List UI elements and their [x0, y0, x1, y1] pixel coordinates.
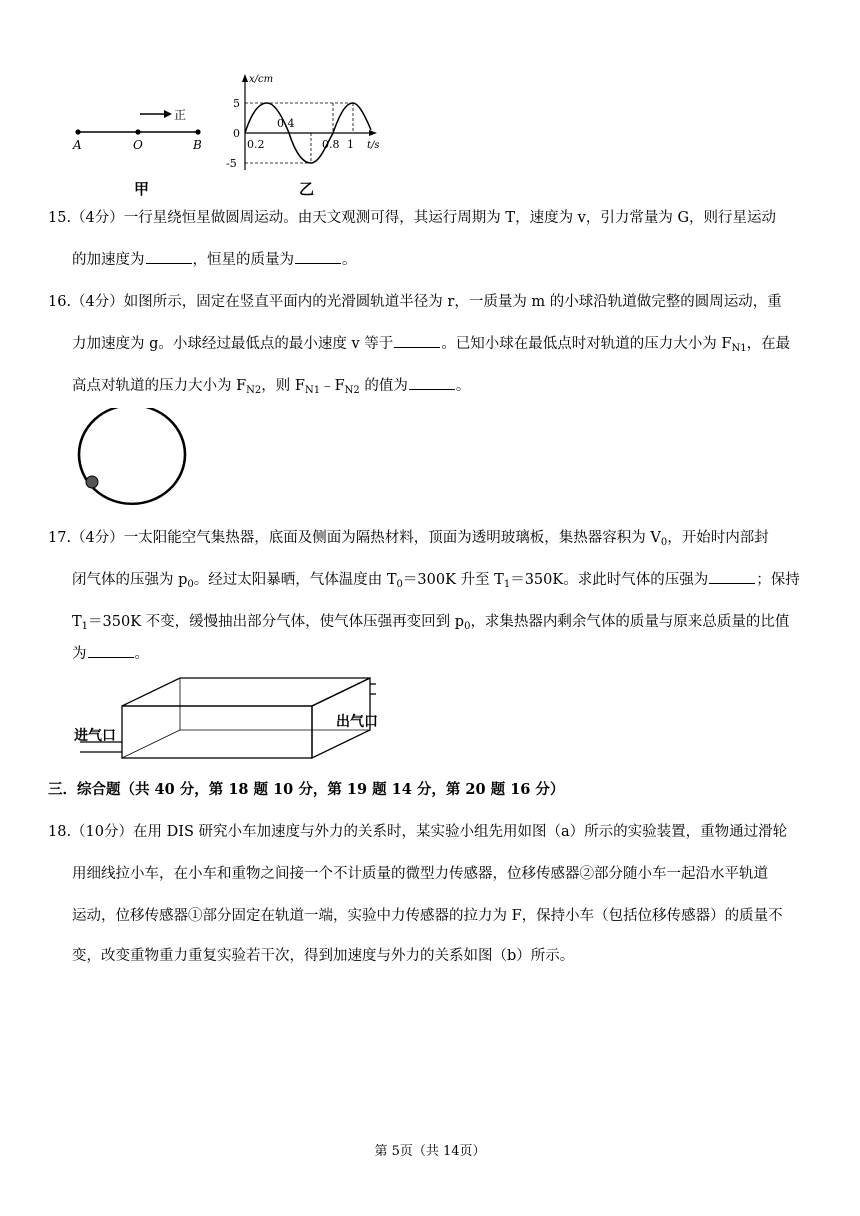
- page-footer: 第 5页（共 14页）: [374, 1144, 486, 1159]
- q17-line2: 闭气体的压强为 $p_0$。经过太阳暴晒，气体温度由 $T_0=300K$ 升至 $T_1=350K$。求此时气体的压强为 ；保持: [72, 572, 800, 590]
- answer-blank[interactable]: [709, 570, 755, 584]
- q18-line3: 运动，位移传感器①部分固定在轨道一端，实验中力传感器的拉力为 F，保持小车（包括位移传感器）的质量不: [72, 908, 783, 924]
- label-a: A: [73, 138, 82, 152]
- y-axis-label: x/cm: [249, 74, 274, 85]
- tick-x-08: 0.8: [322, 138, 340, 151]
- tick-x-04: 0.4: [277, 117, 295, 130]
- caption-jia: 甲: [134, 180, 150, 198]
- q17-line4: 为 。: [72, 646, 149, 662]
- tick-x-1: 1: [347, 138, 354, 151]
- q16-line2: 力加速度为 g。小球经过最低点的最小速度 v 等于 。已知小球在最低点时对轨道的压力大小为 $F_{N1}$，在最: [72, 336, 791, 354]
- q16-line1: 16.（4分）如图所示，固定在竖直平面内的光滑圆轨道半径为 r，一质量为 m 的小球沿轨道做完整的圆周运动，重: [48, 294, 782, 310]
- tick-y-0: 0: [233, 127, 240, 140]
- figure-jia: [60, 70, 230, 200]
- tick-x-02: 0.2: [247, 138, 265, 151]
- figure-yi-graph: [225, 70, 385, 200]
- answer-blank[interactable]: [409, 376, 455, 390]
- label-o: O: [133, 138, 143, 152]
- label-b: B: [193, 138, 202, 152]
- circle-track-figure: [70, 408, 195, 508]
- answer-blank[interactable]: [295, 250, 341, 264]
- q17-line1: 17.（4分）一太阳能空气集热器，底面及侧面为隔热材料，顶面为透明玻璃板，集热器容积为 $V_0$，开始时内部封: [48, 530, 769, 548]
- answer-blank[interactable]: [394, 334, 440, 348]
- answer-blank[interactable]: [146, 250, 192, 264]
- q18-line4: 变，改变重物重力重复实验若干次，得到加速度与外力的关系如图（b）所示。: [72, 948, 575, 964]
- tick-y-neg5: -5: [226, 157, 237, 170]
- answer-blank[interactable]: [88, 644, 134, 658]
- q15-line2: 的加速度为 ，恒星的质量为 。: [72, 252, 357, 268]
- arrow-label: 正: [174, 108, 187, 122]
- q18-line2: 用细线拉小车，在小车和重物之间接一个不计质量的微型力传感器，位移传感器②部分随小车一起沿水平轨道: [72, 866, 768, 882]
- caption-yi: 乙: [299, 180, 315, 198]
- tick-y-5: 5: [233, 97, 240, 110]
- q15-line1: 15.（4分）一行星绕恒星做圆周运动。由天文观测可得，其运行周期为 T，速度为 v，引力常量为 G，则行星运动: [48, 210, 777, 226]
- air-collector-figure: [70, 670, 390, 778]
- section-title: 三．综合题（共 40 分，第 18 题 10 分，第 19 题 14 分，第 20 题 16 分）: [48, 781, 565, 798]
- inlet-label: 进气口: [74, 728, 116, 744]
- q17-line3: $T_1=350K$ 不变，缓慢抽出部分气体，使气体压强再变回到 $p_0$，求集热器内剩余气体的质量与原来总质量的比值: [72, 614, 790, 632]
- q16-line3: 高点对轨道的压力大小为 $F_{N2}$，则 $F_{N1}﹣F_{N2}$ 的值为 。: [72, 378, 471, 396]
- q18-line1: 18.（10分）在用 DIS 研究小车加速度与外力的关系时，某实验小组先用如图（a）所示的实验装置，重物通过滑轮: [48, 824, 788, 840]
- x-axis-label: t/s: [367, 140, 380, 151]
- outlet-label: 出气口: [336, 714, 378, 730]
